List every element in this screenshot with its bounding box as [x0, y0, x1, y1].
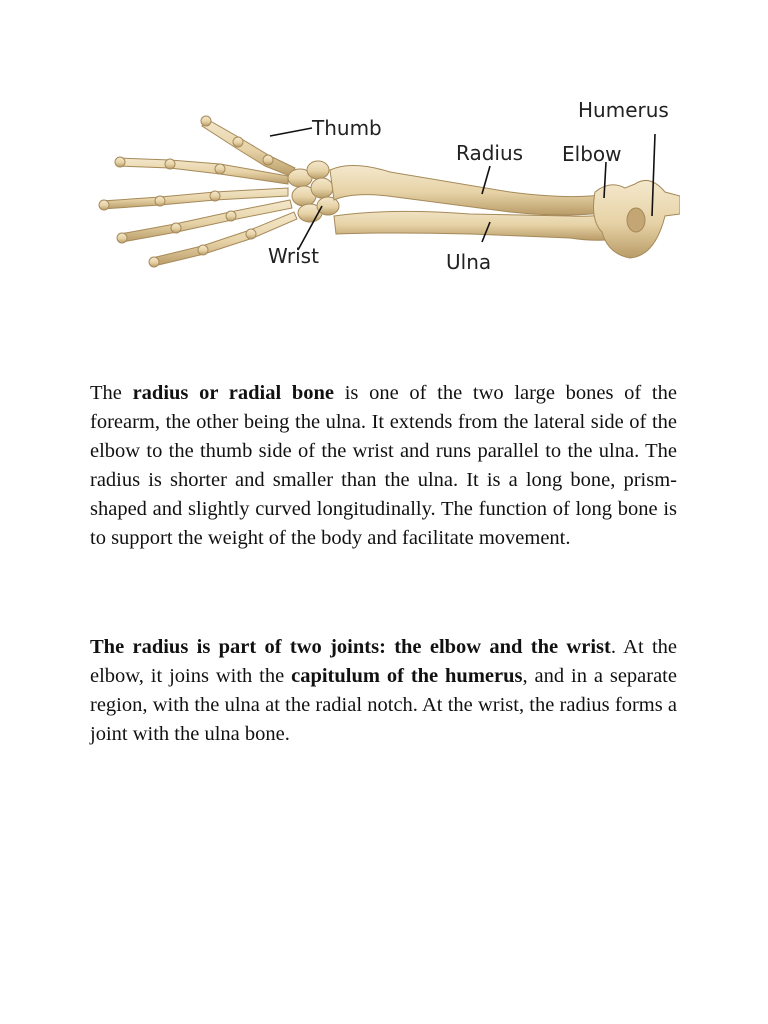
paragraph2-bold-capitulum: capitulum of the humerus [291, 665, 523, 687]
forearm-skeleton-drawing [90, 88, 680, 288]
paragraph2-text-2: , and in a separate region, with the ulna at the radial notch. At the wrist, the radius forms a joint with the ulna bone. [90, 665, 677, 745]
paragraph-radius-joints [90, 633, 677, 749]
label-wrist: Wrist [268, 244, 319, 268]
paragraph1-text-1: The [90, 382, 133, 404]
label-radius: Radius [456, 141, 524, 165]
label-thumb: Thumb [312, 116, 382, 140]
paragraph2-bold-joints: The radius is part of two joints: the elbow and the wrist [90, 636, 611, 658]
forearm-bones-illustration [90, 88, 680, 288]
label-ulna: Ulna [446, 250, 492, 274]
paragraph1-bold-term: radius or radial bone [132, 382, 335, 404]
humerus-distal-end [594, 180, 680, 258]
label-humerus: Humerus [578, 98, 669, 122]
paragraph2-text-1: . At the elbow, it joins with the [90, 636, 677, 687]
paragraph1-text-2: is one of the two large bones of the forearm, the other being the ulna. It extends from the lateral side of the elbow to the thumb side of the wrist and runs parallel to the ulna. The radius is shorter and smaller than the ulna. It is a long bone, prism-shaped and slightly curved longitudinally. The function of long bone is to support the weight of the body and facilitate movement. [90, 382, 677, 549]
paragraph-radius-description [90, 379, 677, 553]
label-elbow: Elbow [562, 142, 622, 166]
radius-bone [330, 165, 610, 215]
